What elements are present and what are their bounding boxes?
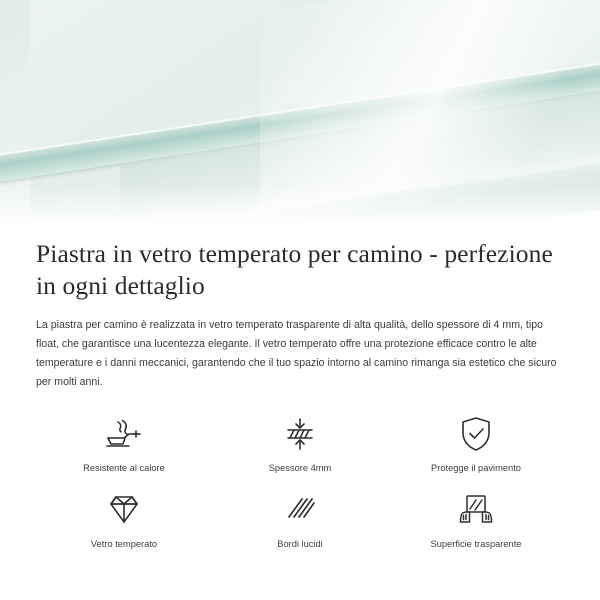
feature-grid [36, 414, 564, 550]
shield-check-icon [391, 414, 561, 454]
description-paragraph: La piastra per camino è realizzata in vetro temperato trasparente di alta qualità, dello spessore di 4 mm, tipo float, che garantisce una lucentezza elegante. Il vetro temperato offre una protezione efficace contro le alte temperature e i danni meccanici, garantendo che il tuo spazio intorno al camino rimanga sia estetico che sicuro per molti anni. [36, 319, 557, 388]
thickness-4mm-icon [215, 414, 385, 454]
polished-edges-icon [215, 490, 385, 530]
feature-label: Bordi lucidi [277, 539, 323, 549]
feature-label: Protegge il pavimento [431, 463, 521, 473]
heat-resistant-icon [39, 414, 209, 454]
feature-item [39, 414, 209, 474]
content-area [0, 232, 600, 550]
feature-label: Vetro temperato [90, 539, 158, 549]
feature-item [391, 490, 561, 550]
feature-item [215, 490, 385, 550]
hero-fade-overlay [0, 186, 600, 232]
feature-item [215, 414, 385, 474]
diamond-icon [39, 490, 209, 530]
feature-label: Resistente al calore [83, 463, 165, 473]
page-title: Piastra in vetro temperato per camino - perfezione in ogni dettaglio [36, 239, 553, 300]
transparent-surface-icon [391, 490, 561, 530]
feature-label: Superficie trasparente [430, 539, 522, 549]
feature-item [391, 414, 561, 474]
hero-image [0, 0, 600, 232]
feature-label: Spessore 4mm [268, 463, 332, 473]
feature-item [39, 490, 209, 550]
